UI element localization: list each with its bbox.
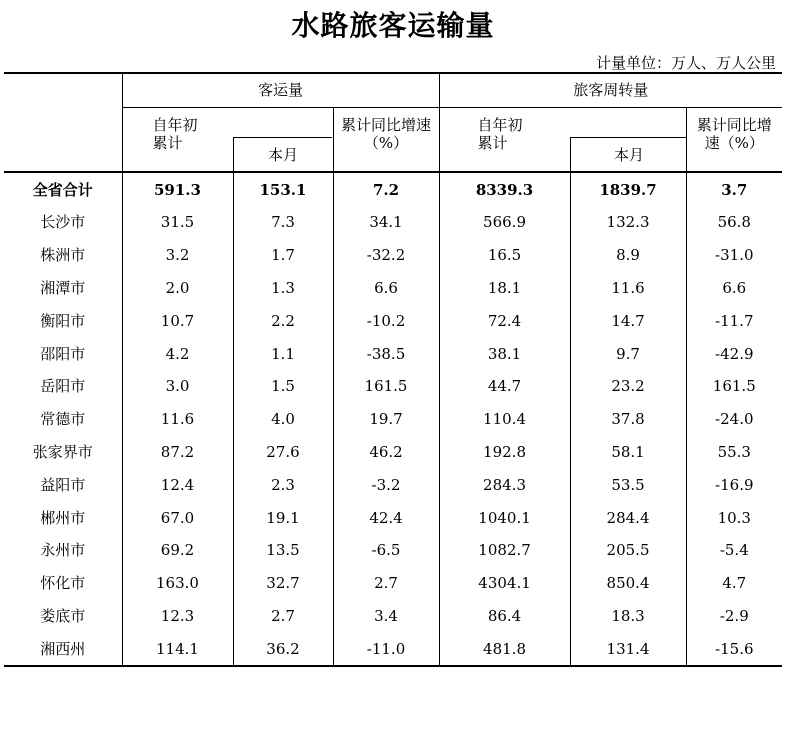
value-cell: 131.4: [570, 632, 686, 666]
value-cell: -3.2: [333, 468, 439, 501]
region-cell: 邵阳市: [40, 344, 86, 363]
value-cell: 1.7: [233, 239, 333, 272]
value-cell: 4.0: [233, 403, 333, 436]
table-row: [4, 206, 782, 239]
value-cell: 55.3: [686, 436, 782, 469]
value-cell: 42.4: [333, 501, 439, 534]
growth-line2: （%）: [363, 133, 409, 152]
value-cell: 591.3: [122, 172, 233, 206]
value-cell: 284.3: [439, 468, 570, 501]
value-cell: -15.6: [686, 632, 782, 666]
value-cell: 161.5: [686, 370, 782, 403]
value-cell: 37.8: [570, 403, 686, 436]
value-cell: 53.5: [570, 468, 686, 501]
value-cell: 2.7: [333, 567, 439, 600]
value-cell: 44.7: [439, 370, 570, 403]
value-cell: 1082.7: [439, 534, 570, 567]
region-cell: 益阳市: [40, 475, 86, 494]
value-cell: 1040.1: [439, 501, 570, 534]
region-cell: 湘潭市: [40, 278, 86, 297]
value-cell: -24.0: [686, 403, 782, 436]
value-cell: -42.9: [686, 337, 782, 370]
unit-label: 计量单位：万人、万人公里: [595, 54, 776, 72]
value-cell: 3.0: [122, 370, 233, 403]
value-cell: -11.0: [333, 632, 439, 666]
region-cell: 郴州市: [40, 508, 86, 527]
value-cell: 12.4: [122, 468, 233, 501]
region-cell: 怀化市: [40, 574, 86, 593]
value-cell: 86.4: [439, 600, 570, 633]
value-cell: 69.2: [122, 534, 233, 567]
growth-line1: 累计同比增速: [341, 115, 432, 134]
value-cell: 11.6: [122, 403, 233, 436]
value-cell: 4304.1: [439, 567, 570, 600]
cum-line1: 自年初: [477, 115, 523, 134]
region-cell: 张家界市: [32, 442, 93, 461]
page-title: 水路旅客运输量: [291, 9, 495, 42]
group-turnover-header: 旅客周转量: [439, 73, 782, 107]
value-cell: -5.4: [686, 534, 782, 567]
value-cell: 4.7: [686, 567, 782, 600]
value-cell: 1.3: [233, 272, 333, 305]
value-cell: 7.2: [333, 172, 439, 206]
value-cell: 481.8: [439, 632, 570, 666]
group-passenger-header: 客运量: [122, 73, 439, 107]
table-row: [4, 501, 782, 534]
value-cell: 132.3: [570, 206, 686, 239]
value-cell: 13.5: [233, 534, 333, 567]
value-cell: 3.2: [122, 239, 233, 272]
value-cell: 36.2: [233, 632, 333, 666]
turnover-month-header: [570, 137, 687, 171]
region-cell: 永州市: [40, 541, 86, 560]
value-cell: 205.5: [570, 534, 686, 567]
value-cell: 163.0: [122, 567, 233, 600]
value-cell: 8339.3: [439, 172, 570, 206]
value-cell: 566.9: [439, 206, 570, 239]
value-cell: 58.1: [570, 436, 686, 469]
value-cell: 12.3: [122, 600, 233, 633]
value-cell: 19.7: [333, 403, 439, 436]
growth2-line2: 速（%）: [704, 133, 764, 152]
region-cell: 娄底市: [40, 606, 86, 625]
value-cell: 14.7: [570, 304, 686, 337]
table-row: [4, 632, 782, 666]
value-cell: 18.3: [570, 600, 686, 633]
value-cell: 10.7: [122, 304, 233, 337]
value-cell: 6.6: [333, 272, 439, 305]
value-cell: -31.0: [686, 239, 782, 272]
table-row: [4, 304, 782, 337]
value-cell: 284.4: [570, 501, 686, 534]
table-row: [4, 239, 782, 272]
value-cell: 19.1: [233, 501, 333, 534]
value-cell: 1.1: [233, 337, 333, 370]
value-cell: 32.7: [233, 567, 333, 600]
value-cell: 18.1: [439, 272, 570, 305]
value-cell: 31.5: [122, 206, 233, 239]
value-cell: -6.5: [333, 534, 439, 567]
table-row: [4, 272, 782, 305]
value-cell: 2.7: [233, 600, 333, 633]
value-cell: -2.9: [686, 600, 782, 633]
value-cell: 9.7: [570, 337, 686, 370]
value-cell: 153.1: [233, 172, 333, 206]
value-cell: 7.3: [233, 206, 333, 239]
region-header: [4, 73, 122, 172]
cum-line2: 累计: [152, 133, 183, 152]
turnover-growth-header: [686, 107, 782, 172]
region-cell: 株洲市: [40, 246, 86, 265]
value-cell: -16.9: [686, 468, 782, 501]
value-cell: 3.4: [333, 600, 439, 633]
table-row: [4, 468, 782, 501]
value-cell: 8.9: [570, 239, 686, 272]
value-cell: 2.2: [233, 304, 333, 337]
passenger-growth-header: [333, 107, 439, 172]
table-row: [4, 534, 782, 567]
value-cell: 2.3: [233, 468, 333, 501]
value-cell: 3.7: [686, 172, 782, 206]
value-cell: 10.3: [686, 501, 782, 534]
value-cell: 161.5: [333, 370, 439, 403]
region-cell: 湘西州: [4, 632, 122, 666]
value-cell: 114.1: [122, 632, 233, 666]
value-cell: 87.2: [122, 436, 233, 469]
table-row: [4, 337, 782, 370]
value-cell: 16.5: [439, 239, 570, 272]
table-row: [4, 370, 782, 403]
month-label: 本月: [613, 146, 644, 164]
region-cell: 衡阳市: [40, 311, 86, 330]
value-cell: -32.2: [333, 239, 439, 272]
table-row: [4, 403, 782, 436]
value-cell: -38.5: [333, 337, 439, 370]
value-cell: 192.8: [439, 436, 570, 469]
table-row: [4, 436, 782, 469]
region-cell: 常德市: [40, 410, 86, 429]
value-cell: 34.1: [333, 206, 439, 239]
table-row: [4, 567, 782, 600]
value-cell: 38.1: [439, 337, 570, 370]
value-cell: 23.2: [570, 370, 686, 403]
value-cell: 4.2: [122, 337, 233, 370]
month-label: 本月: [267, 146, 298, 164]
region-cell: 长沙市: [40, 213, 86, 232]
value-cell: 850.4: [570, 567, 686, 600]
region-cell: 岳阳市: [40, 377, 86, 396]
passenger-month-header: [233, 137, 332, 171]
value-cell: 2.0: [122, 272, 233, 305]
value-cell: 56.8: [686, 206, 782, 239]
value-cell: 67.0: [122, 501, 233, 534]
growth2-line1: 累计同比增: [696, 115, 772, 134]
value-cell: 11.6: [570, 272, 686, 305]
value-cell: 1839.7: [570, 172, 686, 206]
cum-line2: 累计: [477, 133, 508, 152]
region-cell: 全省合计: [4, 172, 122, 206]
value-cell: 72.4: [439, 304, 570, 337]
value-cell: 1.5: [233, 370, 333, 403]
cum-line1: 自年初: [152, 115, 198, 134]
value-cell: 6.6: [686, 272, 782, 305]
value-cell: 27.6: [233, 436, 333, 469]
value-cell: 110.4: [439, 403, 570, 436]
value-cell: -11.7: [686, 304, 782, 337]
table-row: [4, 600, 782, 633]
value-cell: -10.2: [333, 304, 439, 337]
total-row: [4, 172, 782, 206]
value-cell: 46.2: [333, 436, 439, 469]
